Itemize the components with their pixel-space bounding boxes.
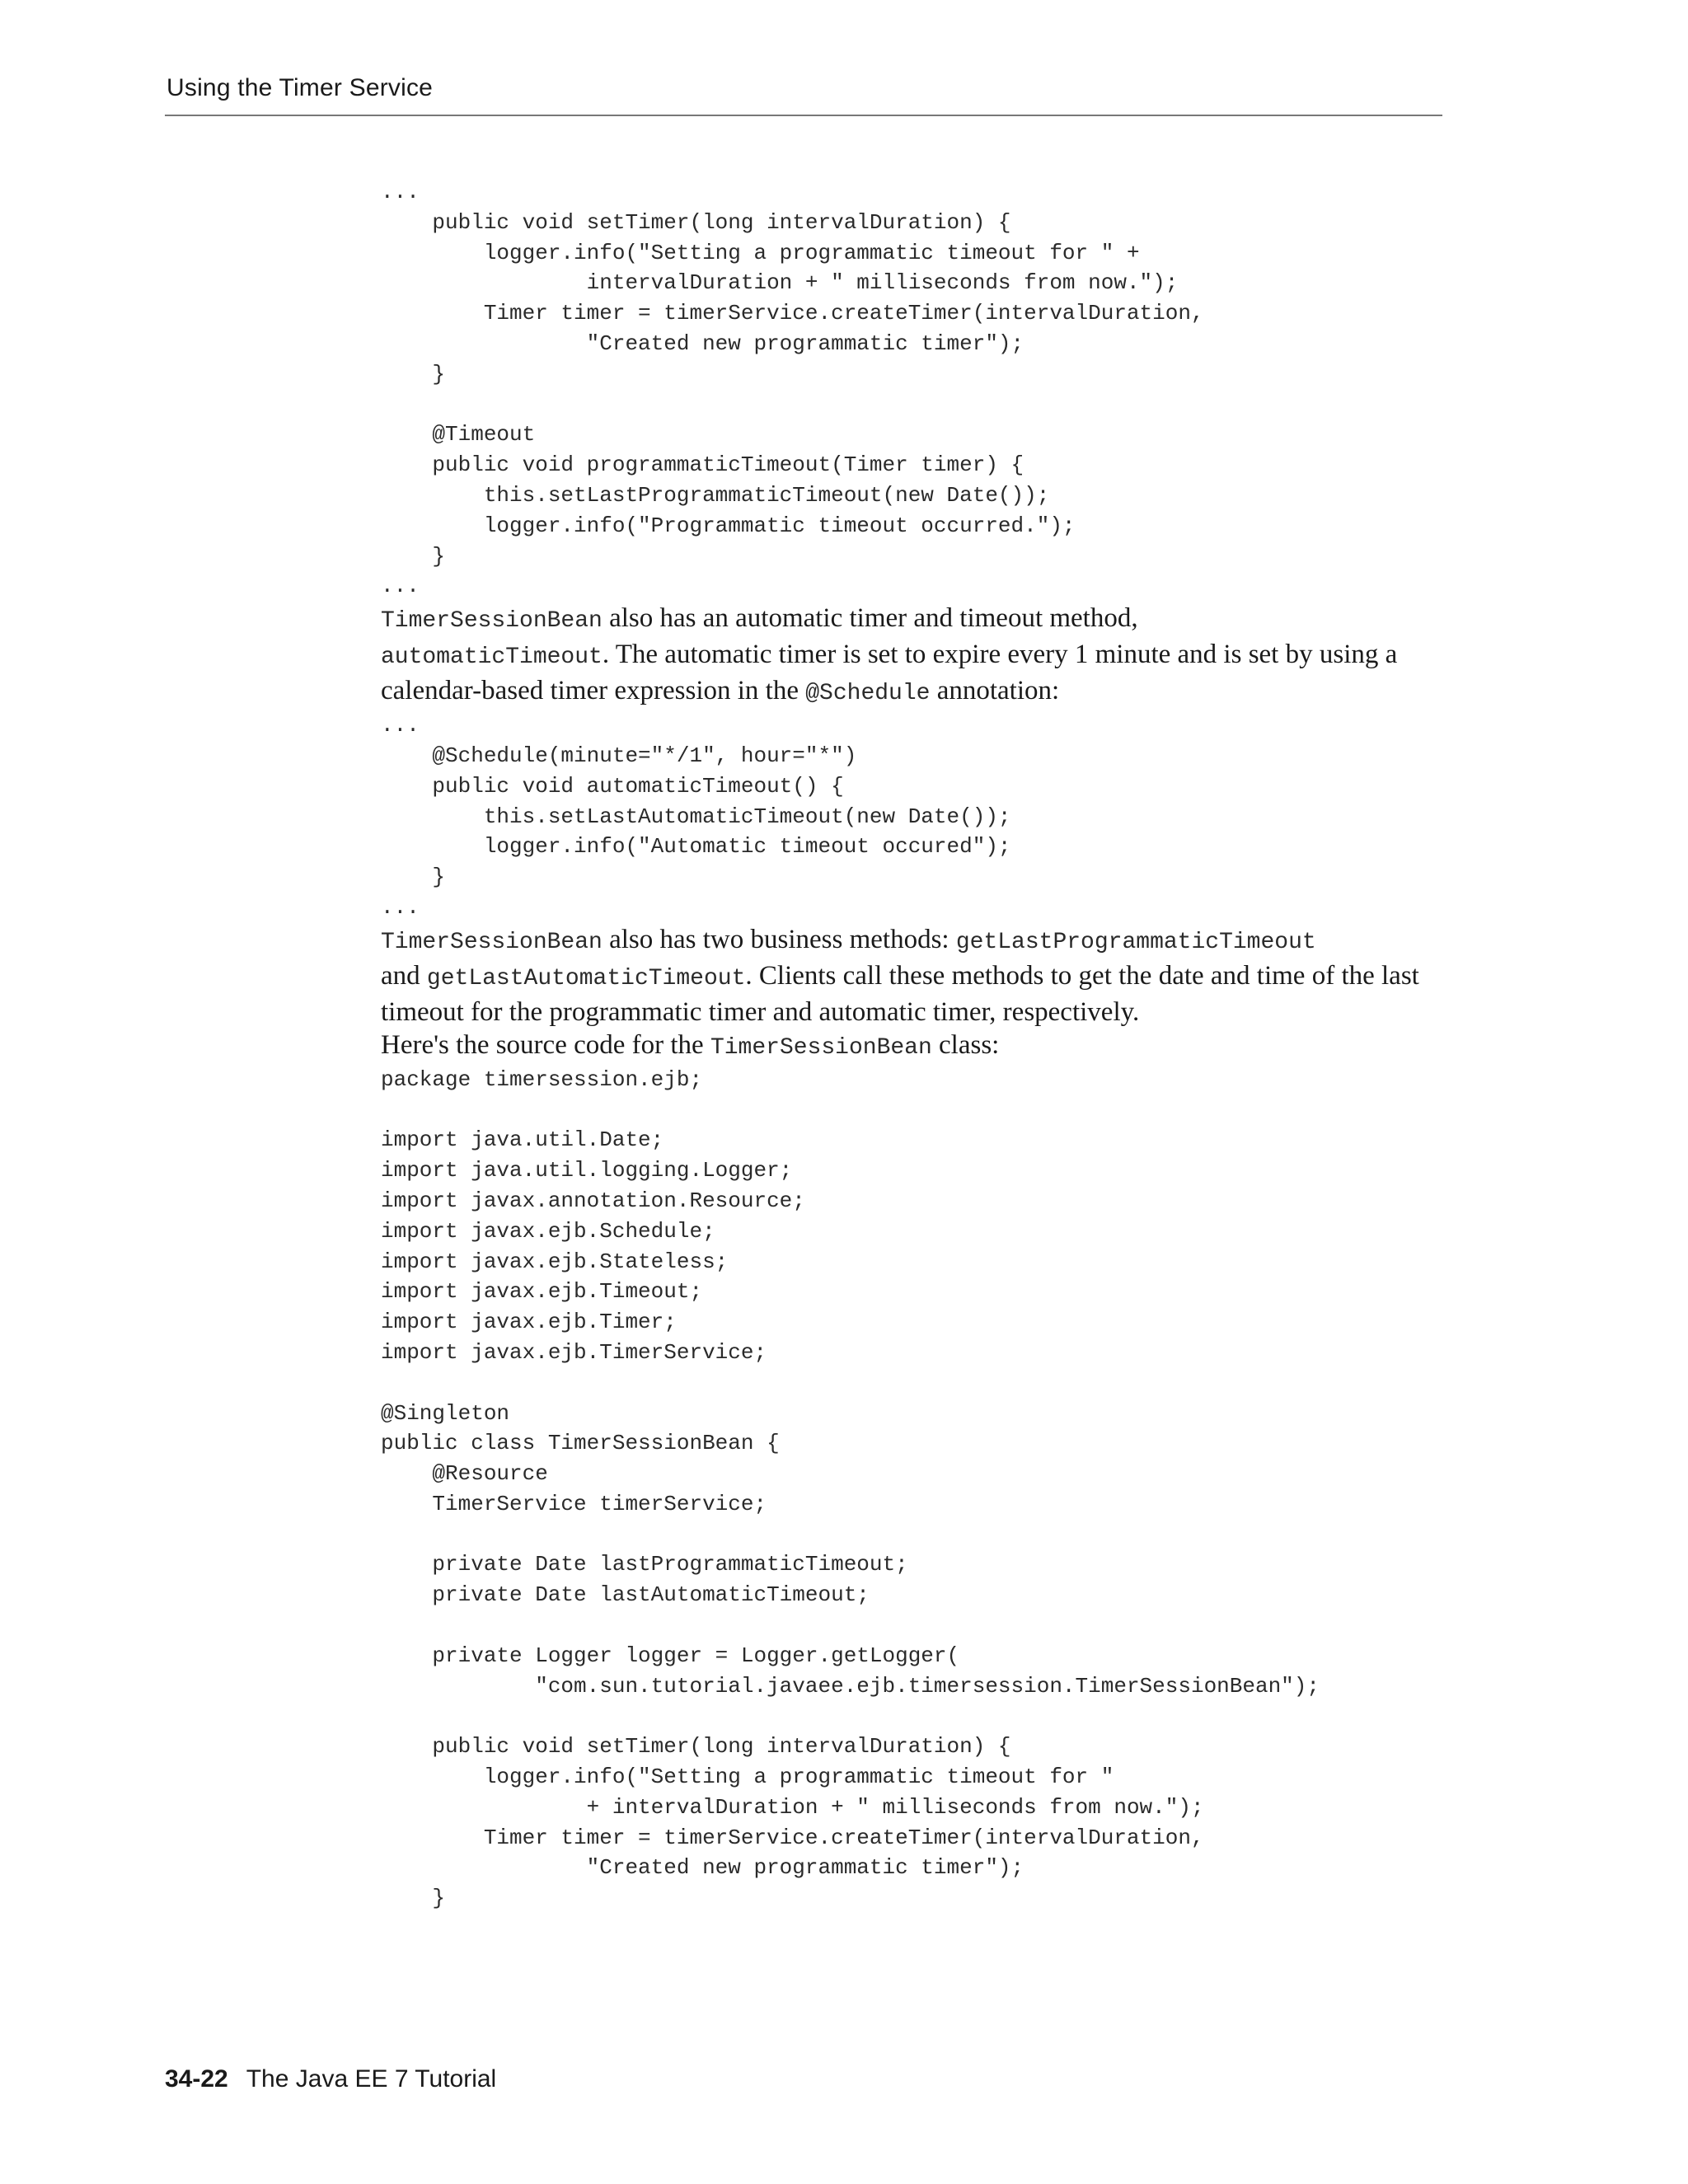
code-block-automatic-timeout: ... @Schedule(minute="*/1", hour="*") public void automaticTimeout() { this.setLastAutomaticTimeout(new Date()); logger.info("Automatic timeout occured"); } ... — [381, 713, 1011, 920]
page-number: 34-22 — [165, 2065, 228, 2093]
inline-code: getLastProgrammaticTimeout — [955, 929, 1316, 955]
paragraph-text: Here's the source code for the — [381, 1029, 710, 1060]
paragraph-source-code-intro — [381, 1029, 1469, 1065]
code-block-set-timer: ... public void setTimer(long intervalDuration) { logger.info("Setting a programmatic timeout for " + intervalDuration + " milliseconds from now."); Timer timer = timerService.createTimer(intervalDuration, "Created new programmatic timer"); } @Timeout public void programmaticTimeout(Timer timer) { this.setLastProgrammaticTimeout(new Date()); logger.info("Programmatic timeout occurred."); } ... — [381, 180, 1204, 599]
inline-code: @Schedule — [805, 681, 931, 707]
inline-code: TimerSessionBean — [381, 608, 603, 635]
paragraph-text: annotation: — [930, 676, 1060, 706]
paragraph-text: also has two business methods: — [602, 924, 956, 954]
running-header: Using the Timer Service — [166, 74, 434, 101]
paragraph-text: also has an automatic timer and timeout method, — [602, 603, 1138, 634]
header-rule — [165, 115, 1442, 116]
paragraph-text: and — [381, 960, 427, 991]
inline-code: TimerSessionBean — [381, 929, 603, 955]
inline-code: TimerSessionBean — [710, 1034, 932, 1061]
inline-code: getLastAutomaticTimeout — [426, 965, 746, 991]
page-content — [381, 177, 1469, 1914]
paragraph-text: class: — [931, 1029, 1000, 1060]
book-title: The Java EE 7 Tutorial — [246, 2065, 497, 2093]
paragraph-business-methods — [381, 923, 1469, 1029]
page-footer — [165, 2065, 496, 2093]
inline-code: automaticTimeout — [381, 644, 603, 671]
paragraph-text: . The automatic timer is set to expire every 1 minute and is set by using a calendar-based timer expression in the — [381, 640, 1398, 706]
paragraph-automatic-timer — [381, 602, 1469, 710]
code-block-timer-session-bean: package timersession.ejb; import java.util.Date; import java.util.logging.Logger; import javax.annotation.Resource; import javax.ejb.Schedule; import javax.ejb.Stateless; import javax.ejb.Timeout; import javax.ejb.Timer; import javax.ejb.TimerService; @Singleton public class TimerSessionBean { @Resource TimerService timerService; private Date lastProgrammaticTimeout; private Date lastAutomaticTimeout; private Logger logger = Logger.getLogger( "com.sun.tutorial.javaee.ejb.timersession.TimerSessionBean"); public void setTimer(long intervalDuration) { logger.info("Setting a programmatic timeout for " + intervalDuration + " milliseconds from now."); Timer timer = timerService.createTimer(intervalDuration, "Created new programmatic timer"); } — [381, 1066, 1320, 1911]
paragraph-text: . Clients call these methods to get the date and time of the last timeout for the programmatic timer and automatic timer, respectively. — [381, 960, 1419, 1027]
